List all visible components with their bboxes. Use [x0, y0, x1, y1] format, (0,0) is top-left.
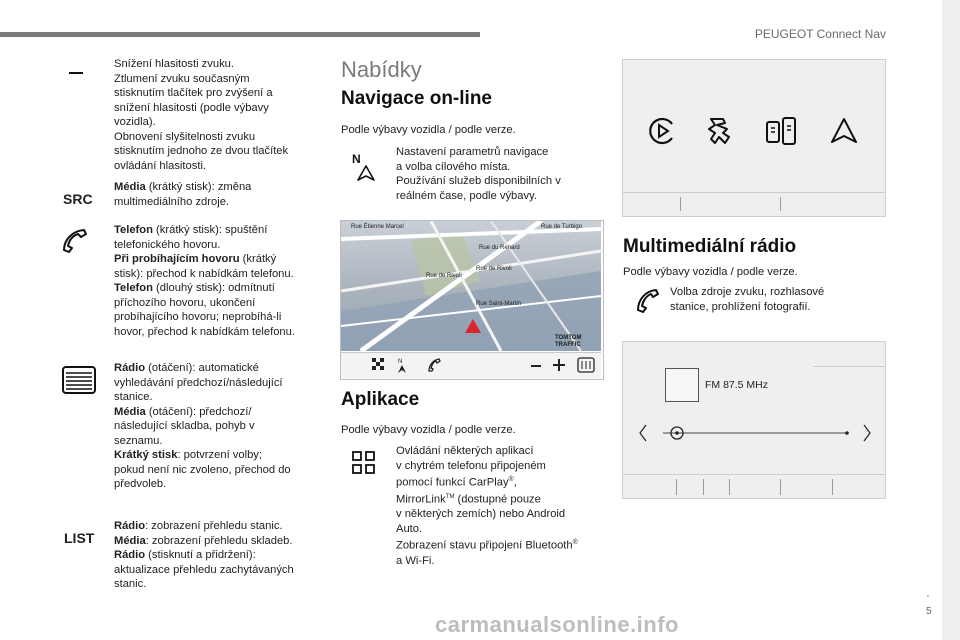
- phone-handset-icon[interactable]: [427, 357, 441, 373]
- screen-tick: [780, 479, 781, 495]
- wheel-term: Rádio: [114, 362, 146, 374]
- apps-line: Zobrazení stavu připojení Bluetooth: [396, 540, 573, 553]
- list-text: : zobrazení přehledu stanic.: [145, 520, 283, 532]
- page-number: 5: [926, 606, 932, 617]
- phone-text: (krátký: [239, 253, 277, 265]
- apps-line: a Wi-Fi.: [396, 554, 435, 567]
- phone-text: hovor, přechod k nabídkám telefonu.: [114, 325, 295, 338]
- navigation-arrow-icon[interactable]: [829, 116, 859, 146]
- screen-divider: [623, 192, 885, 193]
- radio-line: stanice, prohlížení fotografií.: [670, 300, 811, 313]
- screen-tick: [832, 479, 833, 495]
- radio-screen-preview: [622, 341, 886, 499]
- apps-heading: Aplikace: [341, 389, 420, 410]
- apps-line: v chytrém telefonu připojeném: [396, 459, 546, 472]
- map-street-label: Rue de Turbigo: [541, 224, 583, 230]
- list-term: Rádio: [114, 549, 146, 561]
- list-description: [114, 519, 329, 592]
- peugeot-lion-icon[interactable]: [703, 115, 735, 147]
- nav-line: a volba cílového místa.: [396, 160, 511, 173]
- wheel-text: následující skladba, pohyb v: [114, 420, 255, 432]
- map-street-label: Rue Saint-Martin: [476, 301, 522, 307]
- radio-description: [670, 285, 870, 314]
- list-text: : zobrazení přehledu skladeb.: [145, 534, 293, 547]
- screen-tick: [780, 197, 781, 211]
- screen-tick: [729, 479, 730, 495]
- wheel-text: stanice.: [114, 391, 153, 403]
- nav-intro: Podle výbavy vozidla / podle verze.: [341, 124, 516, 136]
- apps-line: Ovládání některých aplikací: [396, 445, 534, 457]
- minus-icon: [69, 72, 83, 74]
- volume-line: vozidla).: [114, 116, 156, 128]
- settings-menu-icon[interactable]: [577, 357, 595, 373]
- zoom-out-icon[interactable]: [531, 365, 541, 367]
- registered-mark: ®: [508, 476, 514, 483]
- map-toolbar: [341, 352, 601, 378]
- tuning-slider[interactable]: [637, 422, 873, 444]
- wheel-text: (otáčení): předchozí/: [145, 405, 252, 418]
- phone-text: příchozího hovoru, ukončení: [114, 296, 256, 309]
- volume-line: snížení hlasitosti (podle výbavy: [114, 101, 269, 114]
- radio-heading: Multimediální rádio: [623, 236, 797, 257]
- list-text: (stisknutí a přidržení):: [145, 549, 256, 561]
- header-rule: [0, 32, 480, 37]
- phone-text: (dlouhý stisk): odmítnutí: [152, 282, 275, 294]
- screen-tick: [676, 479, 677, 495]
- volume-description: [114, 57, 324, 173]
- apps-line: Auto.: [396, 522, 423, 535]
- station-frequency: FM 87.5 MHz: [705, 379, 769, 391]
- map-street-label: Rue de Rivoli: [476, 266, 512, 272]
- map-street-label: Rue Étienne Marcel: [351, 224, 404, 230]
- connected-devices-icon[interactable]: [765, 116, 797, 146]
- apps-intro: Podle výbavy vozidla / podle verze.: [341, 424, 516, 436]
- phone-term: Telefon: [114, 224, 153, 236]
- station-logo-placeholder: [665, 368, 699, 402]
- destination-flag-icon[interactable]: [371, 357, 387, 373]
- src-text: (krátký stisk): změna: [145, 181, 252, 193]
- apps-line: ,: [513, 476, 517, 489]
- compass-north-icon[interactable]: [395, 356, 409, 374]
- src-label: SRC: [63, 191, 93, 207]
- svg-text:N: N: [398, 359, 403, 365]
- screen-divider: [813, 366, 885, 367]
- apps-description: [396, 444, 601, 568]
- nav-line: reálném čase, podle výbavy.: [396, 189, 537, 202]
- volume-line: Snížení hlasitosti zvuku.: [114, 58, 235, 70]
- chevron-left-icon: [640, 425, 646, 441]
- screen-divider: [623, 474, 885, 475]
- screen-tick: [703, 479, 704, 495]
- trademark-mark: TM: [445, 494, 455, 501]
- wheel-text: : potvrzení volby;: [177, 449, 263, 461]
- list-term: Média: [114, 534, 146, 547]
- thumbwheel-icon: [62, 366, 96, 394]
- watermark: carmanualsonline.info: [435, 612, 679, 637]
- navigation-map: [341, 221, 601, 351]
- screen-tick: [680, 197, 681, 211]
- apps-line: MirrorLink: [396, 493, 446, 506]
- volume-line: stisknutím tlačítek pro zvýšení a: [114, 87, 273, 99]
- phone-text: (krátký stisk): spuštění: [152, 224, 268, 236]
- nav-heading: Navigace on-line: [341, 88, 492, 109]
- src-description: [114, 180, 324, 209]
- volume-line: ovládání hlasitosti.: [114, 159, 207, 172]
- wheel-description: [114, 361, 324, 492]
- phone-text: telefonického hovoru.: [114, 238, 221, 251]
- map-roads-graphic: [341, 221, 601, 351]
- phone-handset-icon: [60, 226, 90, 254]
- home-screen-preview: [622, 59, 886, 217]
- wheel-term: Krátký stisk: [114, 449, 178, 461]
- list-term: Rádio: [114, 520, 146, 532]
- list-label: LIST: [64, 530, 95, 546]
- src-term: Média: [114, 181, 146, 193]
- apps-line: pomocí funkcí CarPlay: [396, 476, 509, 489]
- wheel-text: pokud není nic zvoleno, přechod do: [114, 463, 291, 476]
- media-play-icon[interactable]: [647, 116, 677, 146]
- header-title: PEUGEOT Connect Nav: [754, 27, 886, 41]
- north-arrow-icon: [350, 150, 376, 184]
- src-text: multimediálního zdroje.: [114, 195, 230, 208]
- chevron-right-icon: [864, 425, 870, 441]
- phone-term: Telefon: [114, 282, 153, 294]
- radio-intro: Podle výbavy vozidla / podle verze.: [623, 266, 798, 278]
- map-street-label: Rue du Renard: [479, 245, 520, 251]
- volume-line: Ztlumení zvuku současným: [114, 72, 250, 85]
- nav-line: Nastavení parametrů navigace: [396, 146, 549, 158]
- radio-line: Volba zdroje zvuku, rozhlasové: [670, 286, 825, 298]
- volume-line: stisknutím jednoho ze dvou tlačítek: [114, 145, 289, 157]
- nav-description: [396, 145, 596, 203]
- volume-line: Obnovení slyšitelnosti zvuku: [114, 130, 256, 143]
- phone-text: stisk): přechod k nabídkám telefonu.: [114, 267, 294, 280]
- list-text: stanic.: [114, 578, 147, 590]
- wheel-text: vyhledávání předchozí/následující: [114, 376, 283, 389]
- section-title: Nabídky: [341, 57, 422, 82]
- tomtom-traffic-badge: TOMTOM TRAFFIC: [555, 335, 582, 348]
- apps-grid-icon: [352, 451, 376, 475]
- phone-description: [114, 223, 329, 339]
- nav-line: Používání služeb disponibilních v: [396, 175, 561, 187]
- wheel-term: Média: [114, 405, 146, 418]
- phone-term: Při probíhajícím hovoru: [114, 253, 240, 265]
- phone-text: probíhajícího hovoru; neprobíhá-li: [114, 311, 282, 323]
- wheel-text: předvoleb.: [114, 478, 167, 490]
- page-edge-strip: [942, 0, 960, 640]
- apps-line: v některých zemích) nebo Android: [396, 508, 566, 521]
- zoom-in-icon[interactable]: [553, 358, 567, 372]
- registered-mark: ®: [572, 539, 578, 547]
- svg-text:N: N: [352, 152, 361, 166]
- map-street-label: Rue de Rivoli: [426, 273, 462, 279]
- apps-line: (dostupné pouze: [454, 493, 541, 506]
- list-text: aktualizace přehledu zachytávaných: [114, 563, 294, 576]
- wheel-text: (otáčení): automatické: [145, 362, 259, 374]
- page-dot: .: [926, 584, 930, 600]
- wheel-text: seznamu.: [114, 434, 163, 447]
- phone-handset-icon: [634, 286, 662, 314]
